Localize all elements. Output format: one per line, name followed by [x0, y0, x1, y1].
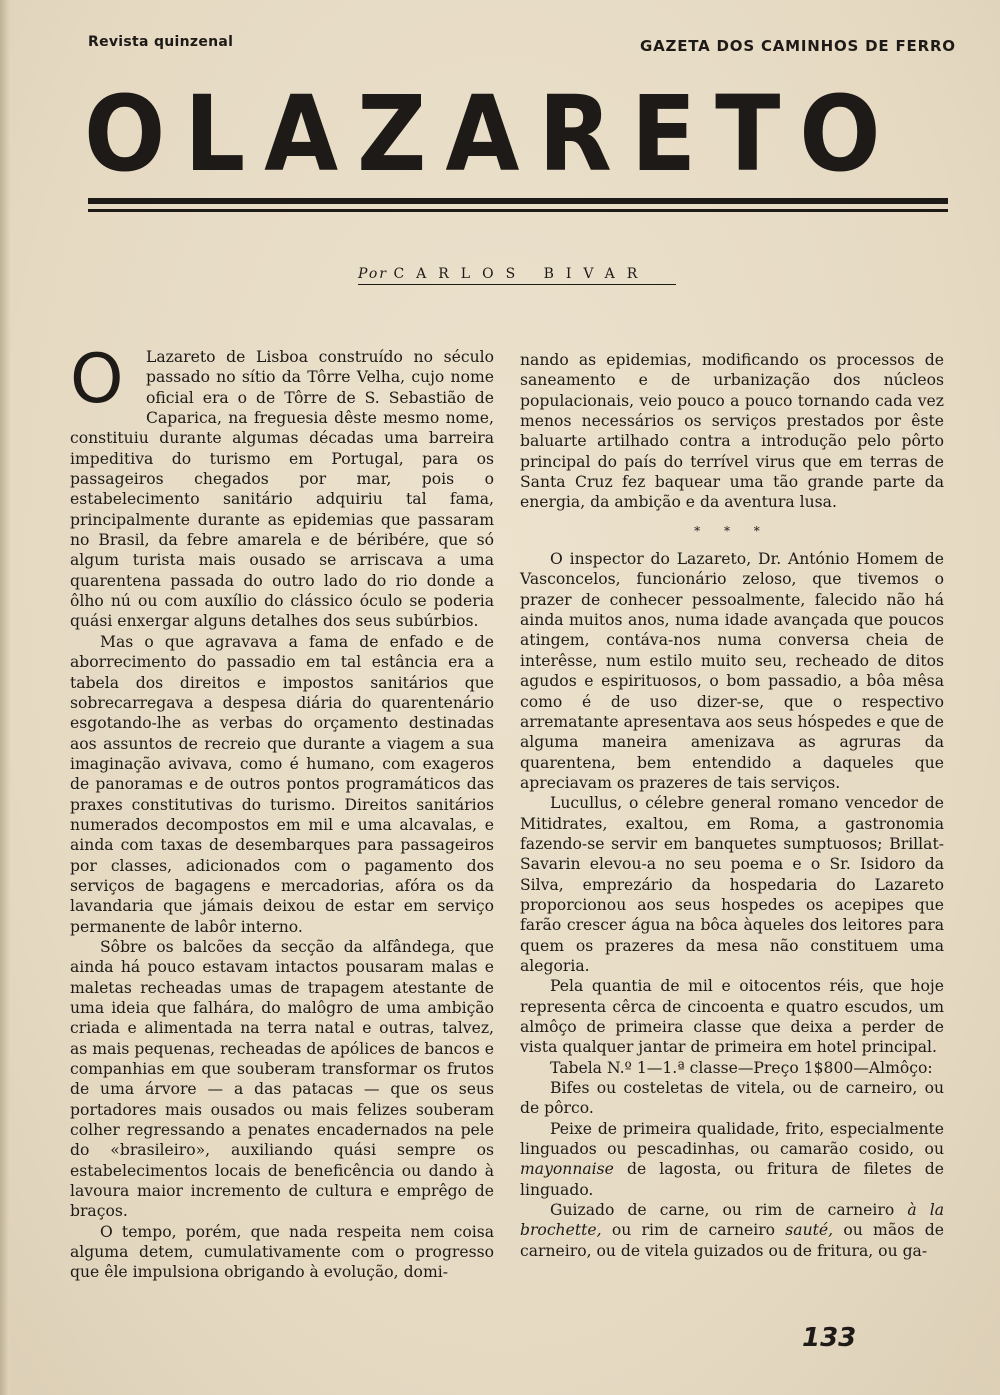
- menu-item-text: Guizado de carne, ou rim de carneiro: [550, 1201, 908, 1220]
- title-letter: O: [799, 73, 881, 195]
- section-separator: * * *: [694, 523, 770, 538]
- menu-item: Bifes ou costeletas de vitela, ou de carneiro, ou de pôrco.: [520, 1079, 944, 1118]
- paragraph: Mas o que agravava a fama de enfado e de aborrecimento do passadio em tal estância era a tabela dos direitos e impostos sanitários que sobrecarregava a despesa diária do quarentenário esgotando-lhe as verbas do orçamento destinadas aos assuntos de recreio que durante a viagem a sua imaginação avivava, como é humano, com exageros de panoramas e de outros pontos programáticos das praxes constitutivas do turismo. Direitos sanitários numerados decompostos em mil e uma alcavalas, e ainda com taxas de desembarques para passageiros por classes, adicionados com o pagamento dos serviços de bagagens e mercadorias, afóra os da lavandaria que jámais deixou de estar em serviço permanente de labôr interno.: [70, 632, 494, 936]
- paragraph: Pela quantia de mil e oitocentos réis, que hoje representa cêrca de cincoenta e quatro escudos, um almôço de primeira classe que deixa a perder de vista qualquer jantar de primeira em hotel principal.: [520, 977, 944, 1057]
- paragraph: nando as epidemias, modificando os processos de saneamento e de urbanização dos núcleos populacionais, veio pouco a pouco tornando cada vez menos necessários os serviços prestados por êste baluarte artilhado contra a introdução pelo pôrto principal do país do terrível virus que em terras de Santa Cruz fez baquear uma tão grande parte da energia, da ambição e da aventura lusa.: [520, 351, 944, 512]
- byline: [358, 266, 676, 285]
- title-letter: E: [630, 73, 697, 195]
- menu-item-text: ou mãos de carneiro, ou de vitela guizados ou de fritura, ou ga-: [520, 1221, 944, 1260]
- menu-table-heading: Tabela N.º 1—1.ª classe—Preço 1$800—Almôço:: [550, 1058, 933, 1077]
- menu-item: [520, 1200, 944, 1261]
- paragraph: Lucullus, o célebre general romano vencedor de Mitidrates, exaltou, em Roma, a gastronomia fazendo-se servir em banquetes sumptuosos; Brillat-Savarin elevou-a no seu poema e o Sr. Isidoro da Silva, emprezário da hospedaria do Lazareto proporcionou aos seus hospedes os acepipes que farão crescer água na bôca àqueles dos leitores para quem os prazeres da mesa não constituem uma alegoria.: [520, 794, 944, 975]
- title-letter: A: [264, 73, 339, 195]
- column-right: [520, 350, 944, 1261]
- page-edge: [0, 0, 10, 1395]
- title-rule-thick: [88, 198, 948, 204]
- byline-author: CARLOS BIVAR: [393, 266, 650, 282]
- menu-item-text: Peixe de primeira qualidade, frito, especialmente linguados ou pescadinhas, ou camarão cosido, ou: [520, 1119, 944, 1159]
- menu-item-italic: à la brochette,: [520, 1201, 944, 1240]
- title-letter: Z: [357, 73, 427, 195]
- title-rule-thin: [88, 209, 948, 212]
- byline-prefix: Por: [358, 266, 388, 282]
- header-right: GAZETA DOS CAMINHOS DE FERRO: [640, 37, 956, 55]
- menu-item: [520, 1119, 944, 1200]
- paragraph: O inspector do Lazareto, Dr. António Homem de Vasconcelos, funcionário zeloso, que tivemos o prazer de conhecer pessoalmente, falecido não há ainda muitos anos, numa idade avançada que poucos atingem, contáva-nos numa conversa cheia de interêsse, num estilo muito seu, recheado de ditos agudos e espirituosos, o bom passadio, a bôa mêsa como é de uso dizer-se, que o respectivo arrematante apresentava aos seus hóspedes e que de alguma maneira amenizava as agruras da quarentena, bem entendido a daqueles que apreciavam os prazeres de tais serviços.: [520, 550, 944, 792]
- article-title: [84, 73, 881, 195]
- title-letter: A: [445, 73, 520, 195]
- menu-item-text: de lagosta, ou fritura de filetes de linguado.: [520, 1160, 944, 1199]
- title-letter: R: [538, 73, 612, 195]
- paragraph: Sôbre os balcões da secção da alfândega, que ainda há pouco estavam intactos pousaram malas e maletas recheadas umas de trapagem atestante de uma ideia que falhára, do malôgro de uma ambição criada e alimentada na terra natal e outras, talvez, as mais pequenas, recheadas de apólices de bancos e companhias em que souberam transformar os frutos de uma árvore — a das patacas — que os seus portadores mais ousados ou mais felizes souberam colher regressando a penates encadernados na pele do «brasileiro», auxiliando quási sempre os estabelecimentos locais de beneficência ou dando à lavoura maior incremento de cultura e emprêgo de braços.: [70, 937, 494, 1221]
- menu-item-italic: sauté,: [785, 1221, 834, 1240]
- title-letter: T: [715, 73, 781, 195]
- menu-item-text: ou rim de carneiro: [601, 1221, 786, 1240]
- header-left: Revista quinzenal: [88, 34, 234, 50]
- menu-item-italic: mayonnaise: [520, 1160, 614, 1179]
- page-number: 133: [802, 1323, 857, 1353]
- paragraph-text: Lazareto de Lisboa construído no século passado no sítio da Tôrre Velha, cujo nome oficial era o de Tôrre de S. Sebastião de Caparica, na freguesia dêste mesmo nome, constituiu durante algumas décadas uma barreira impeditiva do turismo em Portugal, para os passageiros chegados por mar, pois o estabelecimento sanitário adquiriu tal fama, principalmente durante as epidemias que passaram no Brasil, da febre amarela e de béribére, que só algum turista mais ousado se arriscava a uma quarentena passada do outro lado do rio donde a ôlho nú ou com auxílio do clássico óculo se poderia quási enxergar alguns detalhes dos seus subúrbios.: [70, 348, 494, 631]
- column-left: [70, 340, 494, 1283]
- title-letter: O: [84, 73, 166, 195]
- paragraph: O tempo, porém, que nada respeita nem coisa alguma detem, cumulativamente com o progresso que êle impulsiona obrigando à evolução, domi-: [70, 1222, 494, 1282]
- title-letter: L: [184, 73, 246, 195]
- paragraph: [70, 340, 494, 632]
- drop-cap: O: [70, 340, 124, 419]
